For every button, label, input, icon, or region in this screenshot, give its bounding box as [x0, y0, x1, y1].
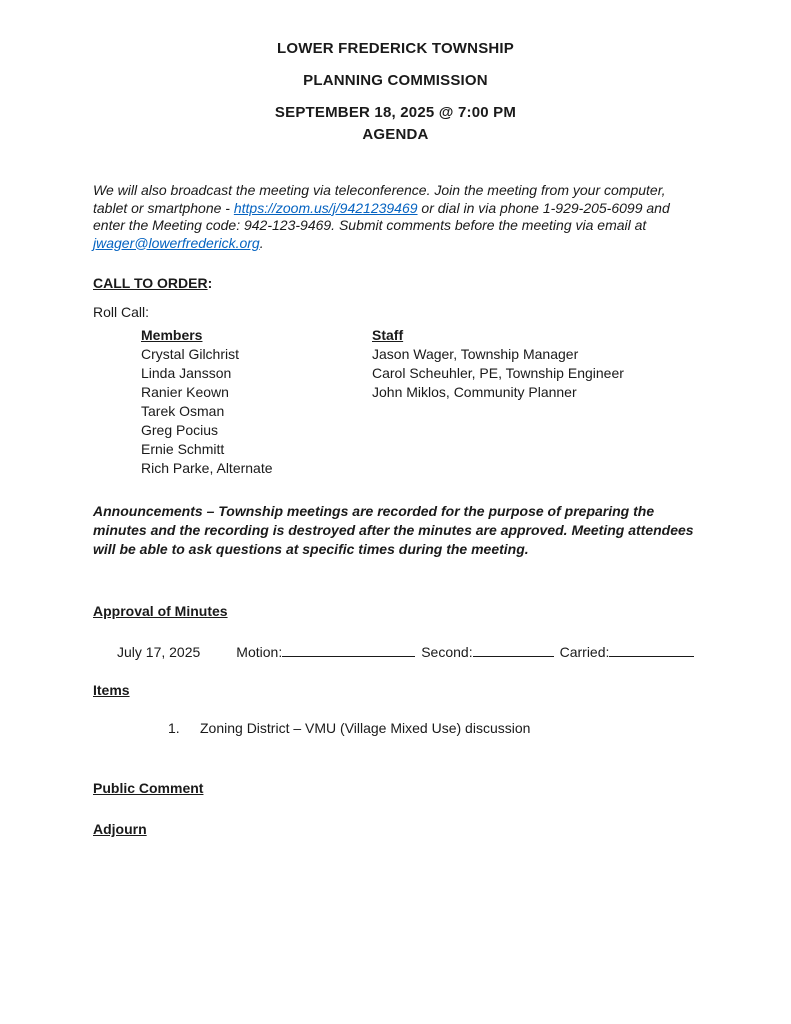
roll-call-row [93, 440, 698, 459]
intro-text-3: . [259, 234, 264, 251]
member-name: Ernie Schmitt [141, 441, 225, 457]
commission-title: PLANNING COMMISSION [303, 72, 488, 89]
title-block [93, 40, 698, 143]
carried-blank-line [609, 643, 694, 657]
motion-blank-line [282, 643, 415, 657]
approval-of-minutes-heading [93, 603, 698, 619]
roll-call-row [93, 364, 698, 383]
member-name: Ranier Keown [141, 384, 229, 400]
meeting-datetime: SEPTEMBER 18, 2025 @ 7:00 PM [274, 104, 517, 121]
zoom-meeting-link[interactable]: https://zoom.us/j/9421239469 [233, 199, 418, 216]
roll-call-label: Roll Call: [93, 304, 150, 320]
carried-label: Carried: [559, 644, 610, 660]
roll-call-header-row [93, 326, 698, 345]
staff-name [372, 440, 698, 459]
announcements-paragraph: Announcements – Township meetings are recorded for the purpose of preparing the minutes and the recording is destroyed after the minutes are approved. Meeting attendees will be able to ask questions at specific times during the meeting. [93, 503, 694, 557]
member-name: Greg Pocius [141, 422, 219, 438]
member-name: Tarek Osman [141, 403, 225, 419]
roll-call-row [93, 345, 698, 364]
township-title: LOWER FREDERICK TOWNSHIP [276, 40, 515, 57]
staff-name [372, 402, 698, 421]
minutes-date: July 17, 2025 [117, 644, 201, 660]
members-header-text: Members [141, 327, 203, 343]
agenda-item-number: 1. [168, 720, 180, 736]
member-name: Rich Parke, Alternate [141, 460, 273, 476]
call-to-order-heading [93, 275, 698, 291]
public-comment-heading [93, 780, 698, 796]
agenda-label: AGENDA [362, 126, 429, 143]
staff-name: Carol Scheuhler, PE, Township Engineer [372, 365, 624, 381]
call-to-order-text: CALL TO ORDER [93, 275, 208, 291]
approval-heading-text: Approval of Minutes [93, 603, 228, 619]
public-comment-text: Public Comment [93, 780, 204, 796]
staff-name: Jason Wager, Township Manager [372, 346, 579, 362]
items-heading-text: Items [93, 682, 130, 698]
member-name: Linda Jansson [141, 365, 232, 381]
email-link[interactable]: jwager@lowerfrederick.org [93, 234, 260, 251]
teleconference-paragraph [93, 182, 698, 252]
agenda-item [93, 720, 698, 736]
second-blank-line [473, 643, 554, 657]
motion-label: Motion: [236, 644, 283, 660]
staff-header-text: Staff [372, 327, 404, 343]
member-name: Crystal Gilchrist [141, 346, 240, 362]
staff-name: John Miklos, Community Planner [372, 384, 577, 400]
staff-name [372, 421, 698, 440]
members-column-header [141, 326, 372, 345]
second-label: Second: [421, 644, 473, 660]
staff-name [372, 459, 698, 478]
roll-call-row [93, 421, 698, 440]
roll-call-table [93, 326, 698, 478]
call-to-order-colon: : [207, 275, 213, 291]
adjourn-heading [93, 821, 698, 837]
agenda-item-text: Zoning District – VMU (Village Mixed Use) discussion [200, 720, 531, 736]
staff-column-header [372, 326, 698, 345]
roll-call-row [93, 402, 698, 421]
roll-call-row [93, 383, 698, 402]
adjourn-text: Adjourn [93, 821, 147, 837]
roll-call-row [93, 459, 698, 478]
intro-text-2: or dial in via phone 1-929-205-6099 and enter the Meeting code: 942-123-9469. Submit comments before the meeting via email at [93, 199, 670, 233]
intro-text-1: We will also broadcast the meeting via teleconference. Join the meeting from your computer, tablet or smartphone - [93, 182, 666, 216]
minutes-approval-line [93, 643, 698, 660]
items-heading [93, 682, 698, 698]
